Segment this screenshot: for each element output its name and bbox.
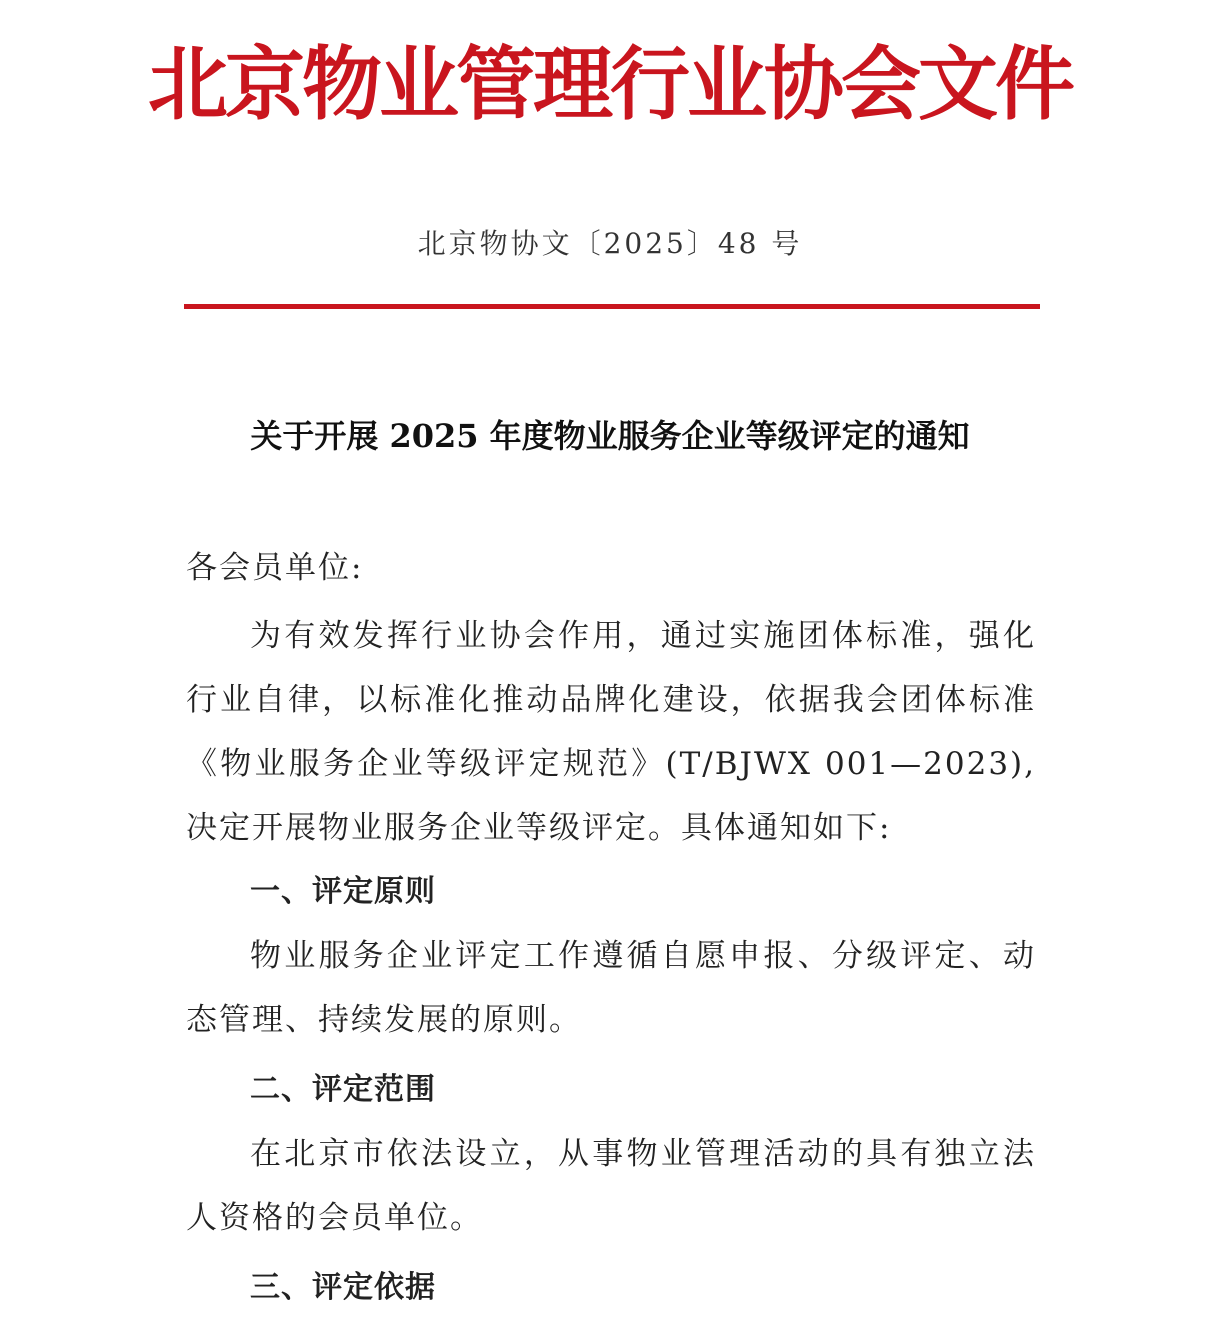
salutation: 各会员单位: bbox=[186, 550, 364, 586]
section-text-principles: 物业服务企业评定工作遵循自愿申报、分级评定、动态管理、持续发展的原则。 bbox=[186, 938, 1036, 1038]
document-number: 北京物协文〔2025〕48 号 bbox=[417, 227, 803, 260]
section-text-scope: 在北京市依法设立，从事物业管理活动的具有独立法人资格的会员单位。 bbox=[186, 1136, 1036, 1236]
notice-body bbox=[186, 540, 1036, 1320]
section-heading-principles: 一、评定原则 bbox=[250, 874, 436, 909]
intro-paragraph: 为有效发挥行业协会作用，通过实施团体标准，强化行业自律，以标准化推动品牌化建设，依据我会团体标准《物业服务企业等级评定规范》(T/BJWX 001—2023),决定开展物业服务企业等级评定。具体通知如下: bbox=[186, 618, 1036, 846]
red-divider-line bbox=[184, 304, 1040, 309]
section-heading-basis: 三、评定依据 bbox=[250, 1270, 436, 1305]
notice-title: 关于开展 2025 年度物业服务企业等级评定的通知 bbox=[250, 417, 970, 455]
document-masthead: 北京物业管理行业协会文件 bbox=[148, 37, 1072, 131]
section-heading-scope: 二、评定范围 bbox=[250, 1072, 436, 1107]
